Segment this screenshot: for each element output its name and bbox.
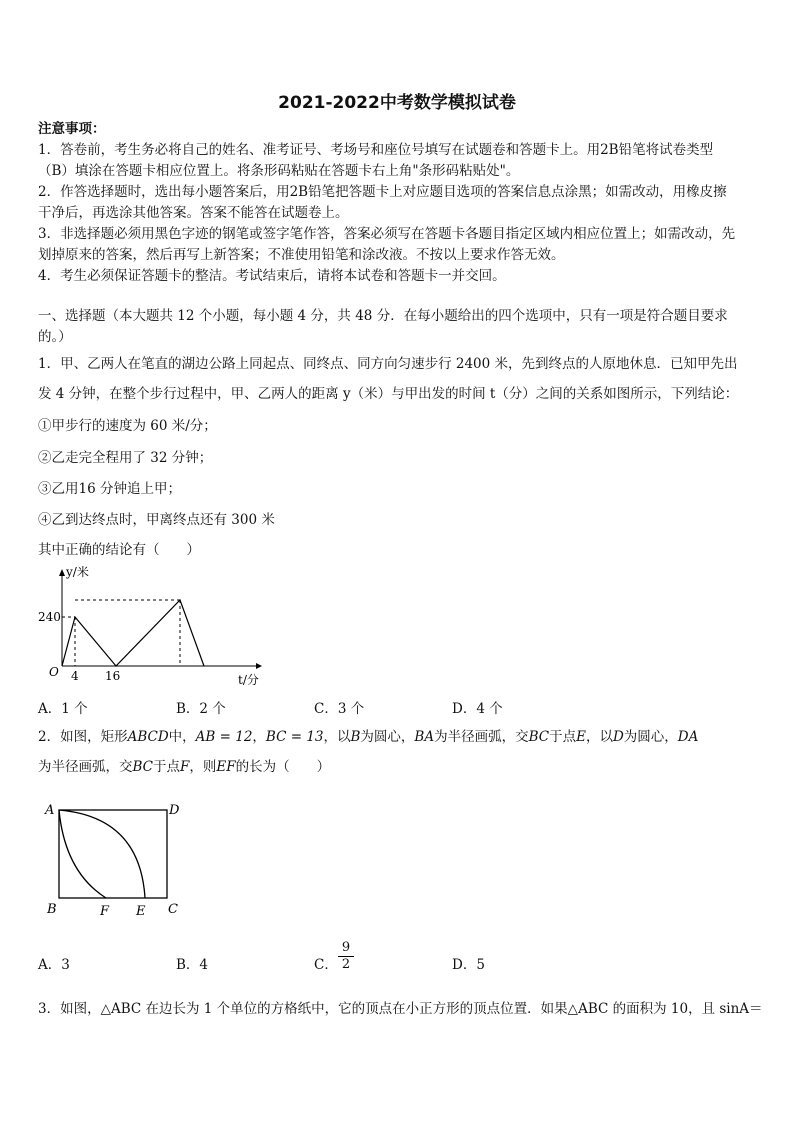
q2-option-d: D．5	[452, 957, 485, 973]
page-title: 2021-2022中考数学模拟试卷	[278, 93, 516, 113]
q2-text: 中，	[168, 729, 196, 745]
q1-stem-line2: 发 4 分钟，在整个步行过程中，甲、乙两人的距离 y（米）与甲出发的时间 t（分）之间的关系如图所示，下列结论：	[38, 386, 739, 402]
q2-text: 为圆心，	[623, 729, 678, 745]
label-f: F	[100, 904, 110, 919]
q2-math: BC	[132, 759, 154, 775]
q2-option-c-fraction	[338, 940, 354, 973]
q1-stem-line1: 1．甲、乙两人在笔直的湖边公路上同起点、同终点、同方向匀速步行 2400 米，先到终点的人原地休息．已知甲先出	[38, 356, 738, 372]
q1-conclusion-3: ③乙用16 分钟追上甲；	[38, 481, 181, 497]
y-axis-arrow-icon	[59, 569, 65, 576]
rectangle-abcd	[59, 810, 167, 898]
fraction-numerator: 9	[341, 940, 351, 955]
q2-text: 的长为（ ）	[235, 759, 331, 775]
q2-text: 于点	[549, 729, 577, 745]
label-c: C	[168, 902, 178, 917]
y-tick-240: 240	[38, 610, 61, 624]
q2-math: B	[350, 729, 361, 745]
q1-conclusion-4: ④乙到达终点时，甲离终点还有 300 米	[38, 512, 275, 528]
q3-stem-line1: 3．如图，△ABC 在边长为 1 个单位的方格纸中，它的顶点在小正方形的顶点位置．如果△ABC 的面积为 10，且 sinA＝	[38, 1001, 763, 1017]
notice-line: 2．作答选择题时，选出每小题答案后，用2B铅笔把答题卡上对应题目选项的答案信息点涂黑；如需改动，用橡皮擦	[38, 184, 727, 200]
label-a: A	[45, 803, 55, 818]
notice-line: 划掉原来的答案，然后再写上新答案；不准使用铅笔和涂改液。不按以上要求作答无效。	[38, 247, 565, 263]
q2-text: ，以	[323, 729, 351, 745]
q2-math: EF	[216, 759, 236, 775]
q2-math: BC	[528, 729, 550, 745]
notice-line: 4．考生必须保证答题卡的整洁。考试结束后，请将本试卷和答题卡一并交回。	[38, 268, 506, 284]
q2-stem-line1	[38, 728, 698, 746]
q1-option-d: D．4 个	[452, 701, 503, 717]
y-axis-label: y/米	[66, 565, 89, 579]
q1-conclusion-2: ②乙走完全程用了 32 分钟；	[38, 450, 213, 466]
q2-math: AB = 12	[195, 729, 253, 745]
q2-text: ，	[252, 729, 266, 745]
q2-text: ，则	[189, 759, 217, 775]
q1-option-c: C．3 个	[314, 701, 365, 717]
q2-math: E	[576, 729, 586, 745]
q2-stem-line2	[38, 758, 330, 776]
q2-math: ABCD	[127, 729, 169, 745]
q2-text: 2．如图，矩形	[38, 729, 128, 745]
q2-math: DA	[677, 729, 699, 745]
label-d: D	[169, 803, 180, 818]
fraction-denominator: 2	[341, 957, 351, 972]
distance-curve	[62, 600, 204, 666]
notice-line: 1．答卷前，考生务必将自己的姓名、准考证号、考场号和座位号填写在试题卷和答题卡上。用2B铅笔将试卷类型	[38, 142, 714, 158]
q2-math: BC = 13	[265, 729, 324, 745]
label-e: E	[136, 904, 146, 919]
q2-rectangle-figure	[40, 792, 200, 922]
arc-from-d	[59, 810, 106, 898]
q1-option-b: B．2 个	[176, 701, 226, 717]
q2-option-c-prefix: C．	[314, 957, 338, 973]
section-heading: 一、选择题（本大题共 12 个小题，每小题 4 分，共 48 分．在每小题给出的四个选项中，只有一项是符合题目要求	[38, 308, 728, 324]
q2-text: 为半径画弧，交	[38, 759, 133, 775]
notice-heading: 注意事项：	[38, 121, 106, 137]
notice-line: （B）填涂在答题卡相应位置上。将条形码粘贴在答题卡右上角"条形码粘贴处"。	[38, 163, 520, 179]
q1-conclusion-1: ①甲步行的速度为 60 米/分；	[38, 418, 217, 434]
q2-option-b: B．4	[176, 957, 209, 973]
x-axis-label: t/分	[238, 673, 259, 687]
origin-label: O	[49, 665, 59, 679]
q2-math: BA	[414, 729, 435, 745]
q2-text: ，以	[585, 729, 613, 745]
arc-from-b	[59, 810, 145, 898]
q2-option-a: A．3	[38, 957, 70, 973]
notice-line: 干净后，再选涂其他答案。答案不能答在试题卷上。	[38, 205, 349, 221]
section-heading-cont: 的。）	[38, 329, 72, 345]
q1-question: 其中正确的结论有（ ）	[38, 542, 200, 558]
q2-text: 为半径画弧，交	[434, 729, 529, 745]
x-tick-4: 4	[71, 669, 79, 683]
q2-math: D	[612, 729, 624, 745]
q1-distance-time-graph	[30, 560, 270, 690]
x-axis-arrow-icon	[256, 663, 262, 669]
q2-math: F	[180, 759, 190, 775]
x-tick-16: 16	[105, 669, 121, 683]
q2-text: 为圆心，	[360, 729, 415, 745]
label-b: B	[47, 902, 57, 917]
q1-option-a: A．1 个	[38, 701, 88, 717]
notice-line: 3．非选择题必须用黑色字迹的钢笔或签字笔作答，答案必须写在答题卡各题目指定区域内相应位置上；如需改动，先	[38, 226, 736, 242]
q2-text: 于点	[153, 759, 181, 775]
